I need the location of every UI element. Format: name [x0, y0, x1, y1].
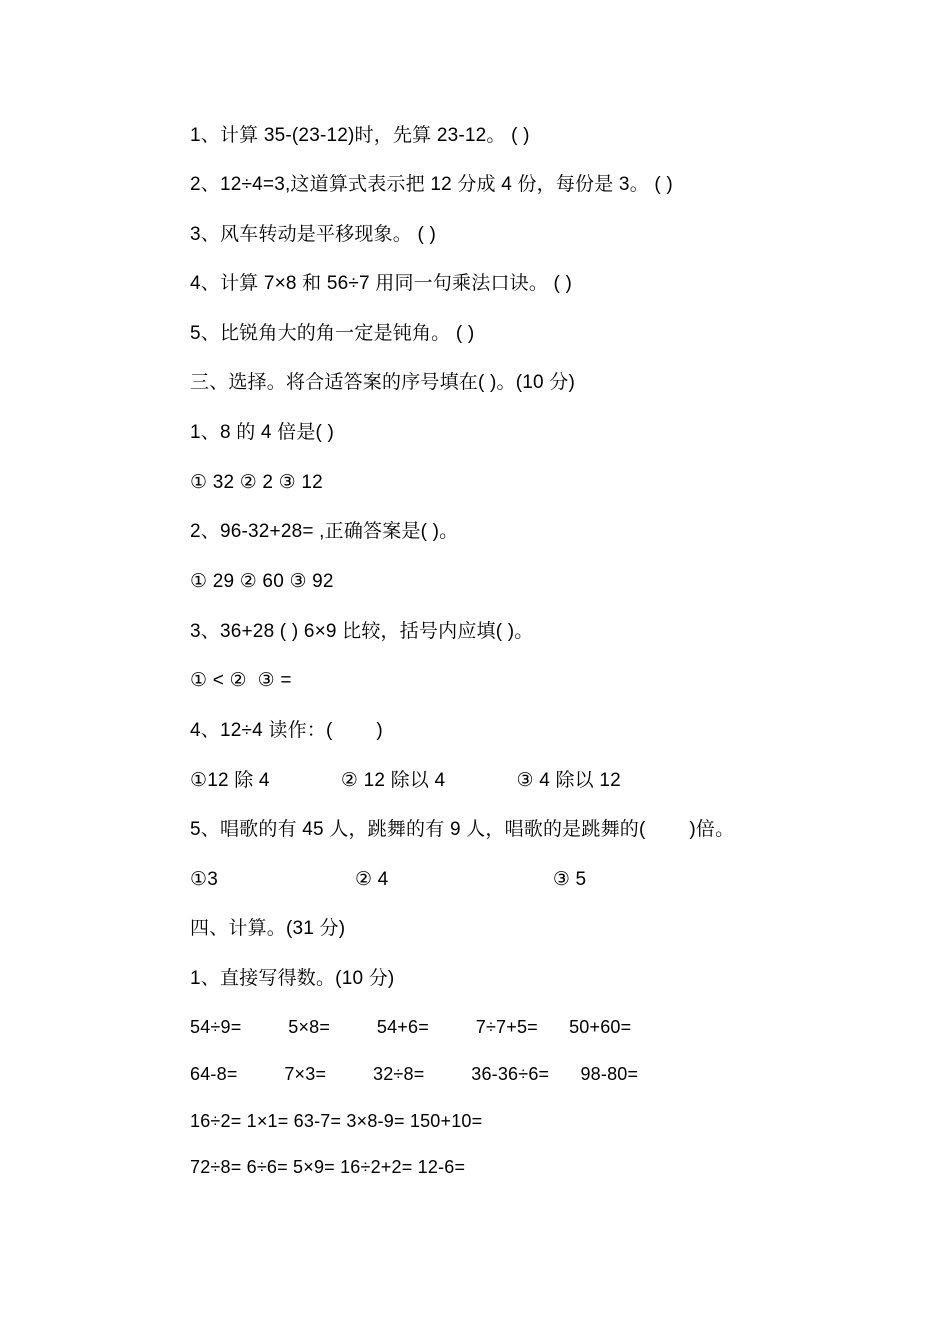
judge-question-2: 2、12÷4=3,这道算式表示把 12 分成 4 份，每份是 3。 ( ) — [190, 174, 673, 195]
section-heading-choice: 三、选择。将合适答案的序号填在( )。(10 分) — [190, 372, 576, 393]
section-heading-calculation: 四、计算。(31 分) — [190, 918, 346, 939]
choice-question-4: 4、12÷4 读作：( ) — [190, 720, 383, 741]
choice-options-5: ①3 ② 4 ③ 5 — [190, 869, 587, 890]
calculation-row-3: 16÷2= 1×1= 63-7= 3×8-9= 150+10= — [190, 1111, 483, 1131]
judge-question-1: 1、计算 35-(23-12)时，先算 23-12。 ( ) — [190, 125, 530, 146]
choice-options-2: ① 29 ② 60 ③ 92 — [190, 571, 334, 592]
judge-question-3: 3、风车转动是平移现象。 ( ) — [190, 224, 436, 245]
choice-options-1: ① 32 ② 2 ③ 12 — [190, 472, 323, 493]
calculation-row-1: 54÷9= 5×8= 54+6= 7÷7+5= 50+60= — [190, 1017, 632, 1037]
choice-question-2: 2、96-32+28= ,正确答案是( )。 — [190, 521, 459, 542]
judge-question-5: 5、比锐角大的角一定是钝角。 ( ) — [190, 323, 475, 344]
choice-question-1: 1、8 的 4 倍是( ) — [190, 422, 335, 443]
judge-question-4: 4、计算 7×8 和 56÷7 用同一句乘法口诀。 ( ) — [190, 273, 573, 294]
choice-options-3: ① < ② ③ = — [190, 670, 292, 691]
calculation-row-4: 72÷8= 6÷6= 5×9= 16÷2+2= 12-6= — [190, 1157, 466, 1177]
calculation-subheading: 1、直接写得数。(10 分) — [190, 968, 395, 989]
choice-question-3: 3、36+28 ( ) 6×9 比较，括号内应填( )。 — [190, 621, 534, 642]
calculation-row-2: 64-8= 7×3= 32÷8= 36-36÷6= 98-80= — [190, 1064, 639, 1084]
choice-question-5: 5、唱歌的有 45 人，跳舞的有 9 人，唱歌的是跳舞的( )倍。 — [190, 819, 735, 840]
choice-options-4: ①12 除 4 ② 12 除以 4 ③ 4 除以 12 — [190, 770, 621, 791]
